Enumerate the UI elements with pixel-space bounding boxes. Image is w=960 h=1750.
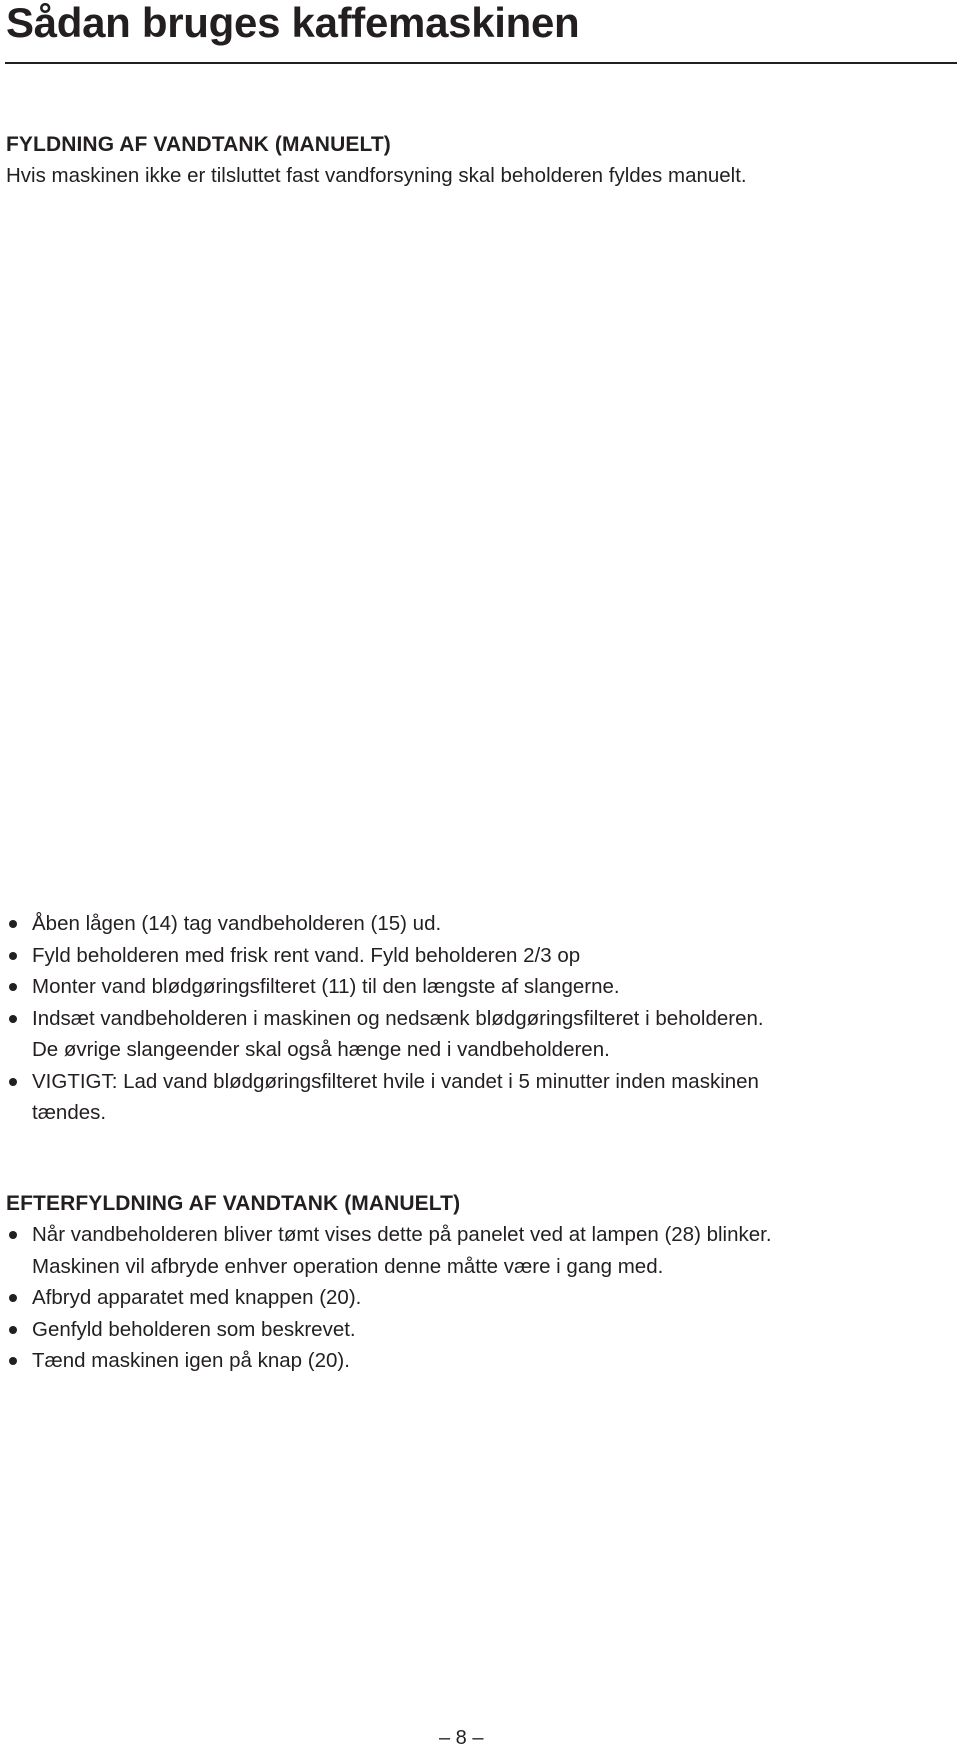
list-item: [6, 1314, 946, 1346]
bullet-icon: [9, 920, 17, 928]
list-item-text: Afbryd apparatet med knappen (20).: [32, 1286, 362, 1309]
page-number: – 8 –: [439, 1727, 484, 1749]
list-item-text: Indsæt vandbeholderen i maskinen og nedsænk blødgøringsfilteret i beholderen.: [32, 1006, 764, 1030]
list-item-text: Når vandbeholderen bliver tømt vises dette på panelet ved at lampen (28) blinker.: [32, 1223, 772, 1246]
steps-list-fyldning: [6, 908, 946, 1129]
list-item: [6, 1219, 946, 1282]
list-item-continuation: Maskinen vil afbryde enhver operation denne måtte være i gang med.: [32, 1254, 664, 1278]
list-item: [6, 940, 946, 972]
steps-list-efterfyldning: [6, 1219, 946, 1377]
title-divider: [5, 62, 957, 64]
bullet-icon: [9, 1231, 17, 1239]
list-item: [6, 1066, 946, 1129]
section-heading-fyldning: FYLDNING AF VANDTANK (MANUELT): [6, 133, 391, 156]
list-item: [6, 908, 946, 940]
list-item-text: Genfyld beholderen som beskrevet.: [32, 1317, 356, 1341]
list-item: [6, 1003, 946, 1066]
section-fyldning-steps: [6, 908, 946, 1129]
list-item-text: Tænd maskinen igen på knap (20).: [32, 1349, 350, 1372]
list-item-continuation: De øvrige slangeender skal også hænge ned i vandbeholderen.: [32, 1038, 610, 1061]
bullet-icon: [9, 983, 17, 991]
bullet-icon: [9, 952, 17, 960]
list-item: [6, 1345, 946, 1377]
bullet-icon: [9, 1078, 17, 1086]
list-item-continuation: tændes.: [32, 1101, 107, 1124]
list-item-text: VIGTIGT: Lad vand blødgøringsfilteret hvile i vandet i 5 minutter inden maskinen: [32, 1069, 759, 1093]
list-item: [6, 971, 946, 1003]
section-intro-fyldning: Hvis maskinen ikke er tilsluttet fast vandforsyning skal beholderen fyldes manuelt.: [6, 164, 747, 187]
list-item-text: Monter vand blødgøringsfilteret (11) til den længste af slangerne.: [32, 975, 620, 998]
section-fyldning-header: [6, 129, 946, 191]
list-item-text: Åben lågen (14) tag vandbeholderen (15) ud.: [32, 912, 442, 935]
bullet-icon: [9, 1015, 17, 1023]
bullet-icon: [9, 1357, 17, 1365]
list-item: [6, 1282, 946, 1314]
bullet-icon: [9, 1294, 17, 1302]
bullet-icon: [9, 1326, 17, 1334]
page-title: Sådan bruges kaffemaskinen: [6, 0, 580, 46]
list-item-text: Fyld beholderen med frisk rent vand. Fyld beholderen 2/3 op: [32, 943, 581, 967]
section-heading-efterfyldning: EFTERFYLDNING AF VANDTANK (MANUELT): [6, 1192, 461, 1215]
section-efterfyldning: [6, 1188, 946, 1377]
